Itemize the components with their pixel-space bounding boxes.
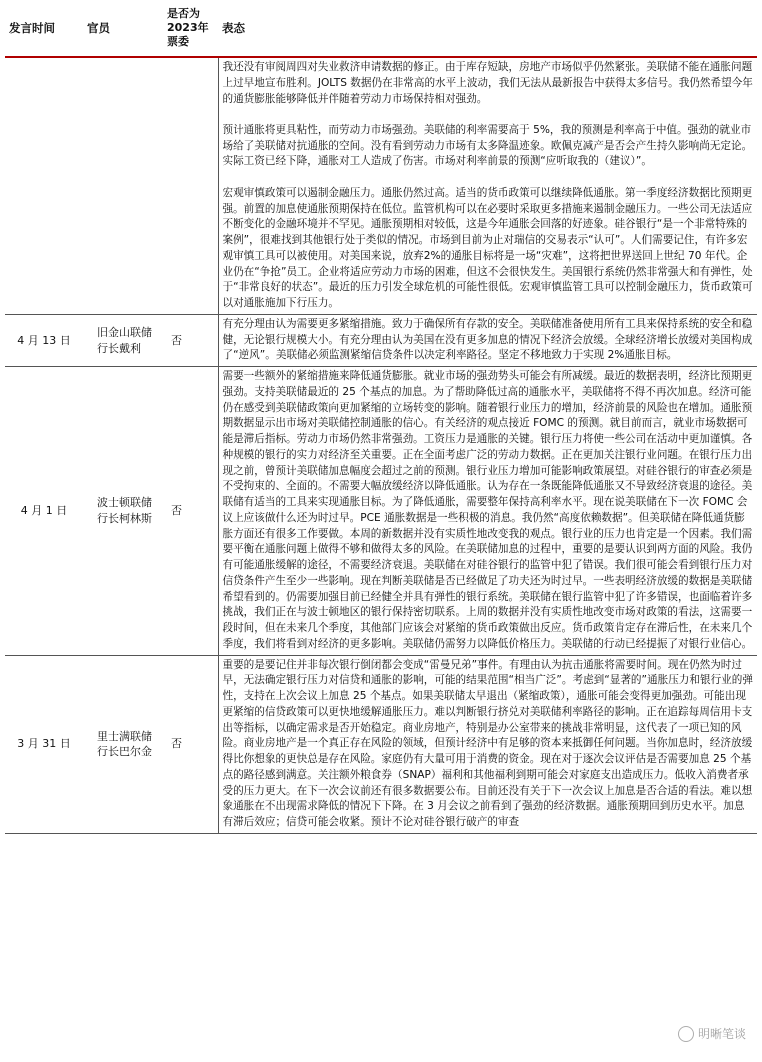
row-official: 旧金山联储行长戴利 — [83, 314, 163, 366]
row-official: 波士顿联储行长柯林斯 — [83, 367, 163, 656]
row-voter: 否 — [163, 655, 218, 833]
row-voter: 否 — [163, 314, 218, 366]
table-row — [5, 367, 757, 656]
row-date: 4 月 1 日 — [5, 367, 83, 656]
statement-paragraph: 有充分理由认为需要更多紧缩措施。致力于确保所有存款的安全。美联储准备使用所有工具来保持系统的安全和稳健，无论银行规模大小。有充分理由认为美国在没有更多加息的情况下经济会放缓。全球经济增长放缓对美国构成了“逆风”。美联储必须监测紧缩信贷条件以决定利率路径。坚定不移地致力于实现 2%通胀目标。 — [222, 317, 753, 362]
table-header-row — [5, 0, 757, 57]
row-date — [5, 57, 83, 314]
row-statement — [218, 367, 757, 656]
table-row — [5, 57, 757, 314]
row-official — [83, 57, 163, 314]
watermark — [678, 1025, 746, 1042]
table-row — [5, 655, 757, 833]
watermark-text: 明晰笔谈 — [697, 1027, 746, 1041]
header-voter: 是否为2023年票委 — [163, 0, 218, 57]
row-statement — [218, 57, 757, 314]
row-statement — [218, 314, 757, 366]
header-statement: 表态 — [218, 0, 757, 57]
statement-paragraph: 宏观审慎政策可以遏制金融压力。通胀仍然过高。适当的货币政策可以继续降低通胀。第一季度经济数据比预期更强。前置的加息使通胀预期保持在低位。监管机构可以在必要时采取更多措施来遏制金融压力。一些公司无法适应不断变化的金融环境并不罕见。通胀预期相对较低，这是今年通胀会回落的好迹象。硅谷银行“是一个非常特殊的案例”，很难找到其他银行处于类似的情况。市场到目前为止对瑞信的交易表示“认可”。人们需要记住，有许多宏观审慎工具可以被使用。对美国来说，放弃2%的通胀目标将是一场“灾难”，这将把世界送回上世纪 70 年代。企业仍在“争抢”员工。企业将适应劳动力市场的困难，但这不会很快发生。美国银行系统仍然非常强大和有弹性，处于“非常良好的状态”。最近的压力引发全球危机的可能性很低。宏观审慎监管工具可以控制金融压力，货币政策可以对通胀施加下行压力。 — [222, 186, 753, 310]
statement-paragraph: 需要一些额外的紧缩措施来降低通货膨胀。就业市场的强劲势头可能会有所减缓。最近的数据表明，经济比预期更强劲。支持美联储最近的 25 个基点的加息。为了帮助降低过高的通胀水平，美联储将不得不再次加息。经济可能仍在感受到美联储政策向更加紧缩的立场转变的影响。随着银行业压力的增加，经济前景的风险也在增加。通胀预期数据显示出市场对美联储控制通胀的信心。有关经济的观点接近 FOMC 的预测。就目前而言，就业市场数据可能是滞后指标。劳动力市场仍然非常强劲。工资压力是通胀的关键。银行压力将使一些公司在活动中更加谨慎。各种规模的银行的实力对经济至关重要。正在全面考虑广泛的劳动力数据。正在更加关注银行业问题。在银行压力出现之前，曾预计美联储加息幅度会超过之前的预测。银行业压力增加可能影响政策展望。对硅谷银行的审查必须是不受拘束的、全面的。不需要大幅放缓经济以降低通胀。认为存在一条既能降低通胀又不导致经济衰退的途径。美联储有适当的工具来实现通胀目标。为了降低通胀，需要整年保持高利率水平。现在说美联储在下一次 FOMC 会议上应该做什么还为时过早。PCE 通胀数据是一些积极的消息。我仍然“高度依赖数据”。但美联储在降低通货膨胀方面还有很多工作要做。本周的新数据并没有实质性地改变我的观点。银行业的压力也肯定是一个因素。我们需要平衡在通胀问题上做得不够和做得太多的风险。在美联储加息的过程中，重要的是要认识到两方面的风险。我仍有可能通胀缓解的途径，不需要经济衰退。美联储在对硅谷银行的监管中犯了错误。我们很可能会看到银行压力对信贷条件产生至少一些影响。现在判断美联储是否已经做足了功夫还为时过早。一些表明经济放缓的数据是美联储希望看到的。仍需要加强目前已经健全并具有弹性的银行系统。美联储在银行监管中犯了许多错误，也面临着许多挑战，我们正在与波士顿地区的银行保持密切联系。上周的数据并没有实质性地改变市场对政策的看法，这需要一段时间，但在未来几个季度，其他部门应该会对紧缩的货币政策做出反应。货币政策肯定存在滞后性，在未来几个季度，我们将看到对经济的更多影响。美联储仍需努力以降低价格压力。美联储的行动已经提振了对银行业信心。 — [222, 370, 753, 650]
row-date: 4 月 13 日 — [5, 314, 83, 366]
table-row — [5, 314, 757, 366]
header-official: 官员 — [83, 0, 163, 57]
row-statement — [218, 655, 757, 833]
header-date: 发言时间 — [5, 0, 83, 57]
row-voter: 否 — [163, 367, 218, 656]
row-date: 3 月 31 日 — [5, 655, 83, 833]
row-voter — [163, 57, 218, 314]
fed-speech-table — [5, 0, 757, 834]
statement-paragraph: 我还没有审阅周四对失业救济申请数据的修正。由于库存短缺，房地产市场似乎仍然紧张。美联储不能在通胀问题上过早地宣布胜利。JOLTS 数据仍在非常高的水平上波动，我们无法从最新报告中获得太多信号。我仍然希望今年的通货膨胀能够降低并伴随着劳动力市场保持相对强劲。 — [222, 61, 753, 105]
statement-paragraph: 预计通胀将更具粘性，而劳动力市场强劲。美联储的利率需要高于 5%，我的预测是利率高于中值。强劲的就业市场给了美联储对抗通胀的空间。没有看到劳动力市场有太多降温迹象。欧佩克减产是否会产生持久影响尚无定论。实际工资已经下降，通胀对工人造成了伤害。市场对利率前景的预测“应听取我的（建议）”。 — [222, 123, 753, 168]
wechat-icon — [678, 1026, 694, 1042]
statement-paragraph: 重要的是要记住并非每次银行倒闭都会变成“雷曼兄弟”事件。有理由认为抗击通胀将需要时间。现在仍然为时过早，无法确定银行压力对信贷和通胀的影响，可能的结果范围“相当广泛”。考虑到“显著的”通胀压力和银行业的弹性，支持在上次会议上加息 25 个基点。如果美联储太早退出（紧缩政策），通胀可能会变得更加强劲。可能出现更紧缩的信贷政策可以更快地缓解通胀压力。难以判断银行挤兑对美联储利率路径的影响。正在追踪每周信用卡支出等指标，以确定需求是否开始稳定。商业房地产，特别是办公室带来的挑战非常明显，这代表了一项已知的风险。商业房地产是一个真正存在风险的领域，但预计经济中有足够的资本来抵御任何问题。当你加息时，经济放缓得比你想象的更快总是存在风险。家庭仍有大量可用于消费的资金。现在对于逐次会议评估是否需要加息 25 个基点的路径感到满意。关注额外粮食券（SNAP）福利和其他福利到期可能会对家庭支出造成压力。低收入消费者承受的压力更大。在下一次会议前还有很多数据要公布。目前还没有关于下一次会议上加息是否合适的看法。难以想象通胀在不出现需求降低的情况下下降。在 3 月会议之前看到了强劲的经济数据。通胀预期回到历史水平。加息有滞后效应；信贷可能会收紧。预计不论对硅谷银行破产的审查 — [222, 658, 753, 829]
row-official: 里士满联储行长巴尔金 — [83, 655, 163, 833]
